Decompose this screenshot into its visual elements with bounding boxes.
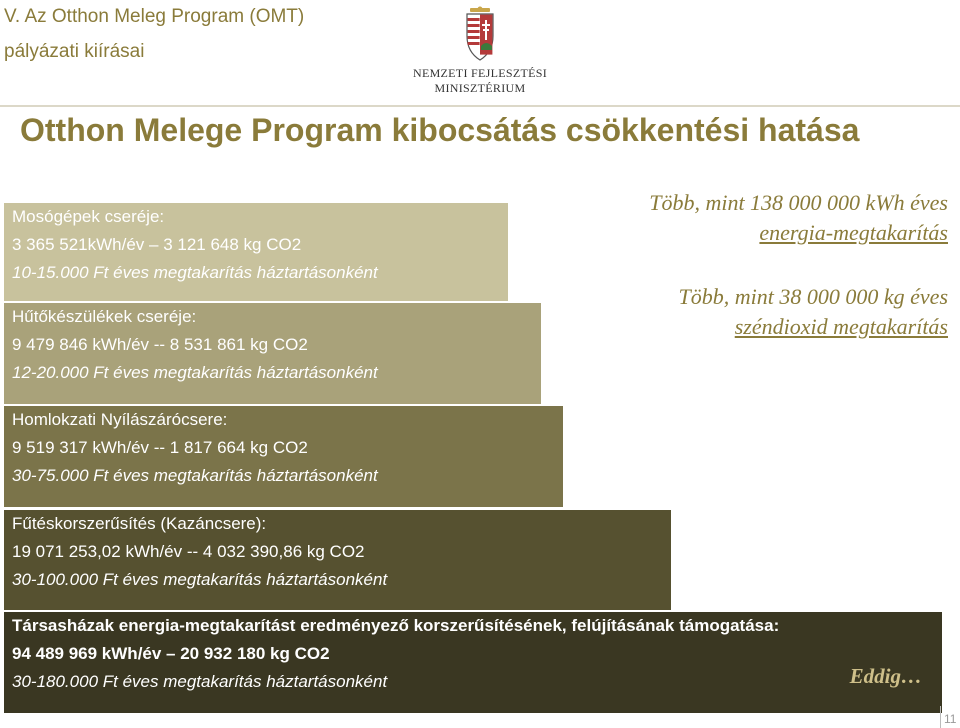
measure-household-savings: 12-20.000 Ft éves megtakarítás háztartásonként: [12, 363, 378, 382]
measure-name: Fűtéskorszerűsítés (Kazáncsere):: [12, 514, 267, 533]
measure-bar-heating: [4, 510, 671, 610]
co2-summary-line1: Több, mint 38 000 000 kg éves: [678, 284, 948, 309]
logo-text-line1: NEMZETI FEJLESZTÉSI: [412, 66, 548, 80]
measure-household-savings: 30-180.000 Ft éves megtakarítás háztartásonként: [12, 672, 388, 691]
hungarian-coat-of-arms-icon: [461, 6, 499, 64]
measure-name: Hűtőkészülékek cseréje:: [12, 307, 197, 326]
measure-name: Homlokzati Nyílászárócsere:: [12, 410, 228, 429]
section-title: V. Az Otthon Meleg Program (OMT): [4, 6, 305, 27]
measure-household-savings: 30-75.000 Ft éves megtakarítás háztartásonként: [12, 466, 378, 485]
measure-household-savings: 30-100.000 Ft éves megtakarítás háztartásonként: [12, 570, 388, 589]
measure-household-savings: 10-15.000 Ft éves megtakarítás háztartásonként: [12, 263, 378, 282]
page-title: Otthon Melege Program kibocsátás csökkentési hatása: [20, 112, 860, 148]
page-number: 11: [944, 712, 957, 726]
energy-summary-line2: energia-megtakarítás: [759, 220, 948, 245]
measure-savings: 9 479 846 kWh/év -- 8 531 861 kg CO2: [12, 335, 308, 354]
measure-savings: 94 489 969 kWh/év – 20 932 180 kg CO2: [12, 644, 330, 663]
measure-bar-washing-machines: [4, 203, 508, 301]
eddig-label: Eddig…: [849, 664, 922, 688]
measure-bar-windows: [4, 406, 563, 507]
section-subtitle: pályázati kiírásai: [4, 41, 145, 62]
measure-savings: 9 519 317 kWh/év -- 1 817 664 kg CO2: [12, 438, 308, 457]
co2-savings-summary: [679, 282, 948, 342]
page-number-divider: [940, 706, 941, 728]
measure-name: Társasházak energia-megtakarítást eredményező korszerűsítésének, felújításának támogatása:: [12, 616, 780, 635]
measure-bar-refrigerators: [4, 303, 541, 404]
measure-bar-condominiums: [4, 612, 942, 713]
logo-text-line2: MINISZTÉRIUM: [434, 81, 526, 95]
ministry-logo: [410, 6, 550, 98]
energy-summary-line1: Több, mint 138 000 000 kWh éves: [649, 190, 948, 215]
energy-savings-summary: [649, 188, 948, 248]
measure-name: Mosógépek cseréje:: [12, 207, 165, 226]
measure-savings: 19 071 253,02 kWh/év -- 4 032 390,86 kg CO2: [12, 542, 365, 561]
co2-summary-line2: széndioxid megtakarítás: [734, 314, 948, 339]
measure-savings: 3 365 521kWh/év – 3 121 648 kg CO2: [12, 235, 302, 254]
header-divider: [0, 105, 960, 107]
